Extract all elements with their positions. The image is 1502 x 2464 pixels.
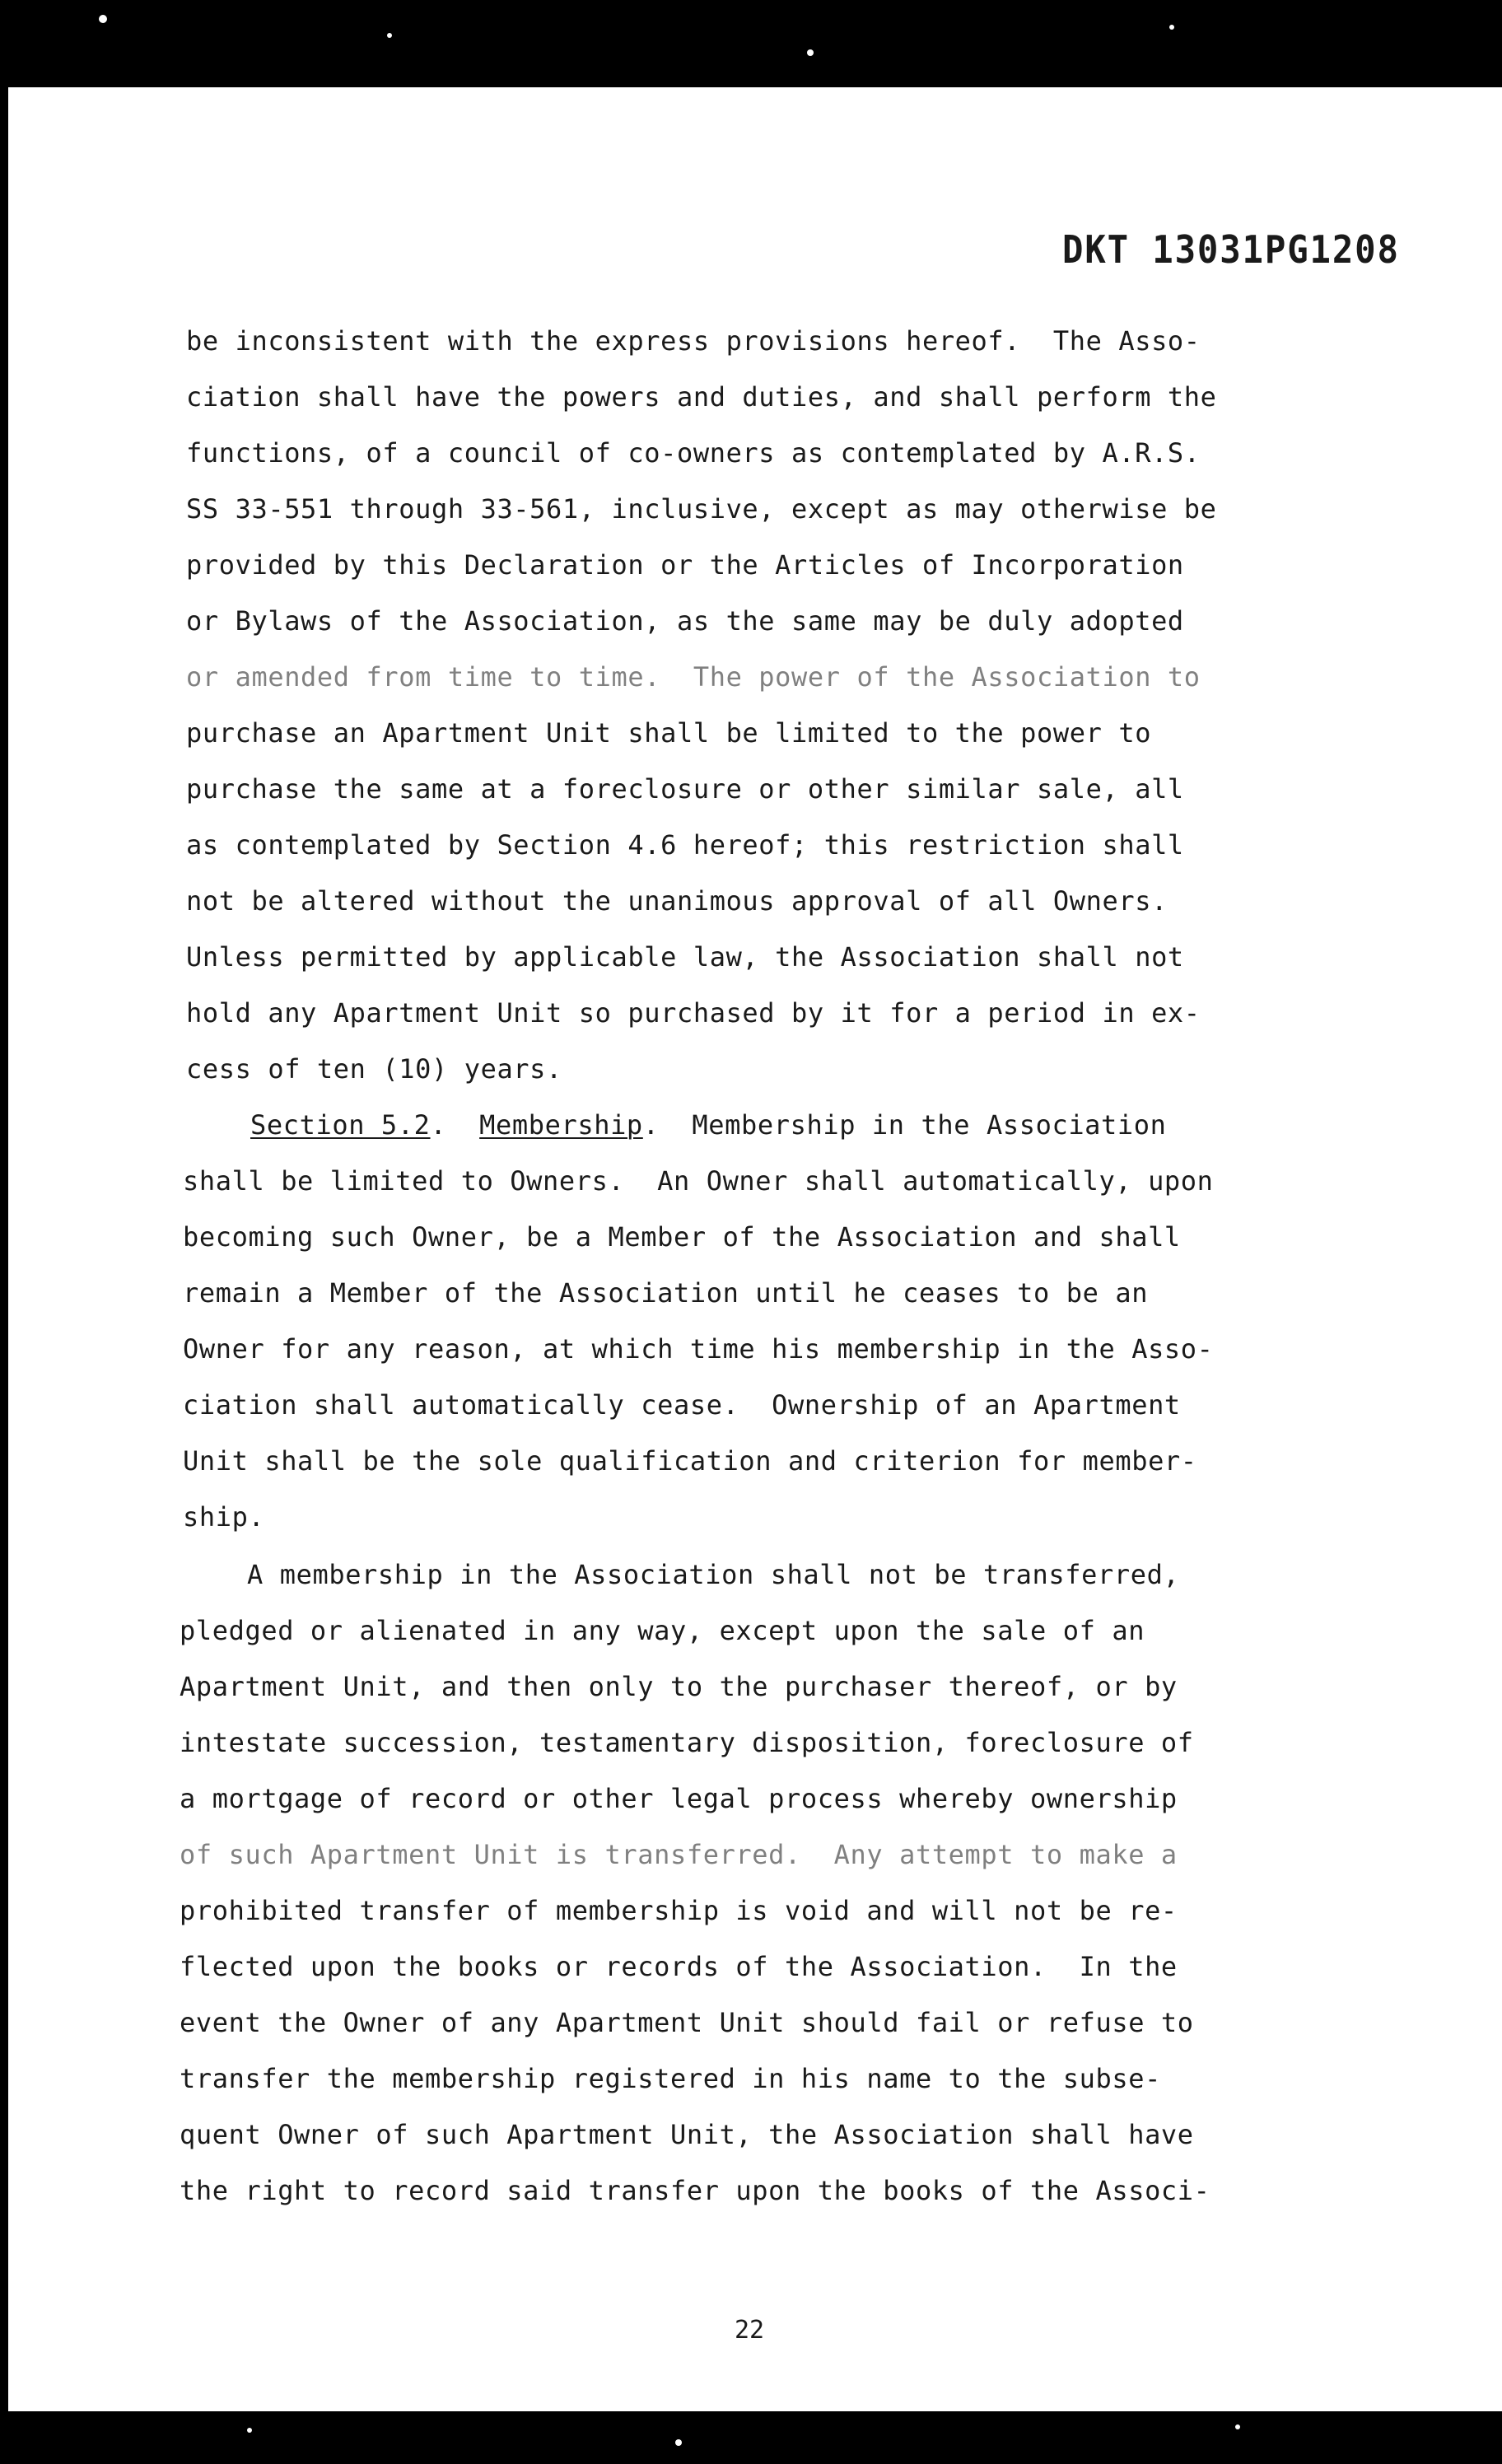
body-line: be inconsistent with the express provisions hereof. The Asso-	[186, 325, 1201, 357]
docket-number: DKT 13031PG1208	[1062, 227, 1400, 272]
section-line: remain a Member of the Association until he ceases to be an	[183, 1277, 1149, 1309]
paragraph-line: quent Owner of such Apartment Unit, the Association shall have	[180, 2119, 1194, 2150]
body-line: not be altered without the unanimous approval of all Owners.	[186, 885, 1168, 917]
body-line: Unless permitted by applicable law, the Association shall not	[186, 941, 1184, 973]
body-line: or amended from time to time. The power of the Association to	[186, 661, 1201, 693]
body-line: hold any Apartment Unit so purchased by it for a period in ex-	[186, 997, 1201, 1029]
paragraph-line: flected upon the books or records of the Association. In the	[180, 1951, 1178, 1982]
paragraph-line: pledged or alienated in any way, except upon the sale of an	[180, 1615, 1145, 1646]
paragraph-line: prohibited transfer of membership is void and will not be re-	[180, 1895, 1178, 1926]
section-line: Owner for any reason, at which time his membership in the Asso-	[183, 1333, 1214, 1365]
section-line: Unit shall be the sole qualification and criterion for member-	[183, 1445, 1197, 1477]
section-line: ship.	[183, 1501, 265, 1533]
body-line: provided by this Declaration or the Articles of Incorporation	[186, 549, 1184, 581]
paragraph-line: the right to record said transfer upon the books of the Associ-	[180, 2175, 1210, 2206]
body-line: functions, of a council of co-owners as contemplated by A.R.S.	[186, 437, 1201, 469]
body-line: purchase the same at a foreclosure or other similar sale, all	[186, 773, 1184, 805]
section-line: becoming such Owner, be a Member of the Association and shall	[183, 1221, 1181, 1253]
section-line: ciation shall automatically cease. Ownership of an Apartment	[183, 1389, 1181, 1421]
scan-border-bottom	[0, 2411, 1502, 2464]
body-line: as contemplated by Section 4.6 hereof; this restriction shall	[186, 829, 1184, 861]
paragraph-line: Apartment Unit, and then only to the purchaser thereof, or by	[180, 1671, 1178, 1702]
section-first-line: Membership in the Association	[692, 1109, 1167, 1141]
scan-border-left	[0, 87, 8, 2411]
body-line: SS 33-551 through 33-561, inclusive, except as may otherwise be	[186, 493, 1217, 525]
page-number: 22	[735, 2316, 765, 2345]
paragraph-line: of such Apartment Unit is transferred. Any attempt to make a	[180, 1839, 1178, 1870]
body-line: cess of ten (10) years.	[186, 1053, 562, 1085]
section-label: Section 5.2	[250, 1109, 431, 1141]
section-heading: Section 5.2. Membership. Membership in the Association	[250, 1109, 1167, 1141]
paragraph-line: intestate succession, testamentary disposition, foreclosure of	[180, 1727, 1194, 1758]
body-line: or Bylaws of the Association, as the same may be duly adopted	[186, 605, 1184, 637]
section-title: Membership	[479, 1109, 643, 1141]
paragraph-line: a mortgage of record or other legal process whereby ownership	[180, 1783, 1178, 1814]
scan-border-top	[0, 0, 1502, 82]
section-line: shall be limited to Owners. An Owner shall automatically, upon	[183, 1165, 1214, 1197]
body-line: purchase an Apartment Unit shall be limited to the power to	[186, 717, 1152, 749]
body-line: ciation shall have the powers and duties, and shall perform the	[186, 381, 1217, 413]
paragraph-line: transfer the membership registered in his name to the subse-	[180, 2063, 1161, 2094]
paragraph-line: A membership in the Association shall not be transferred,	[247, 1559, 1180, 1590]
paragraph-line: event the Owner of any Apartment Unit should fail or refuse to	[180, 2007, 1194, 2038]
scan-edge-line	[0, 82, 1502, 87]
